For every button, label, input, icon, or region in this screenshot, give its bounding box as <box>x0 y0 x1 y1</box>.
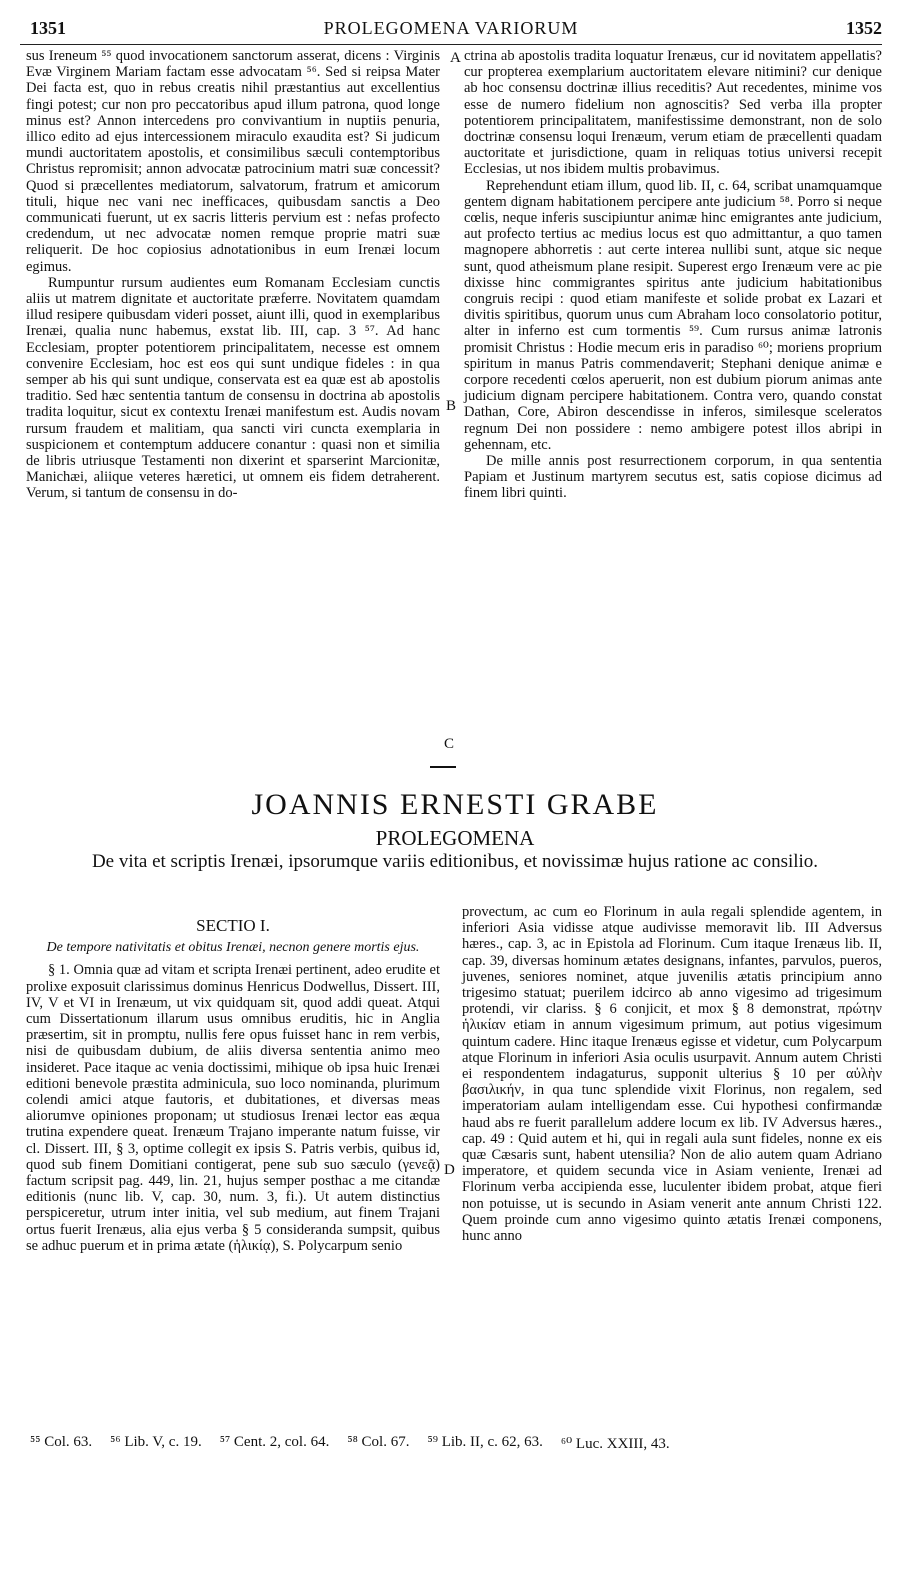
paragraph: § 1. Omnia quæ ad vitam et scripta Irenæi pertinent, adeo erudite et prolixe exposuit clarissimus dominus Henricus Dodwellus, Dissert. III, IV, V et VI in Irenæum, ut vix quidquam sit, quod addi queat. Atqui cum Dissertationum illarum usus omnibus eruditis, hic in Anglia præsertim, sit in promptu, nullis fere opus fuisset hanc in rem verbis, nisi de quibusdam dubium, de aliis diversa sententia animo meo insideret. Pace itaque ac venia doctissimi, mihique ob ipsa huic Irenæi editioni benevole præstita adminicula, suo loco nominanda, plurimum colendi amici atque fautoris, et dubitationes, et diversas meas aliorumve opiniones proponam; ut studiosus Irenæi lector eas æqua trutina expendere queat. Irenæum Trajano imperante natum fuisse, vir cl. Dissert. III, § 3, optime collegit ex ipsis S. Patris verbis, quibus id, quod sub finem Domitiani contigerat, pene sub suo sæculo (γενεᾷ) factum scripsit pag. 449, lin. 21, hujus semper posthac a me citandæ editionis (nunc lib. V, cap. 30, num. 3, fi.). Ut autem distinctius perspiceretur, utrum inter initia, vel sub medium, aut finem Trajani ortus fuerit Irenæus, alia ejus verba § 5 consideranda sumpsit, quibus se adhuc puerum et in prima ætate (ἡλικίᾳ), S. Polycarpum senio <box>26 962 440 1254</box>
bottom-right-column <box>462 904 882 1244</box>
page-number-right: 1352 <box>846 18 882 38</box>
footnotes <box>30 1434 880 1453</box>
footnote: ⁵⁶ Lib. V, c. 19. <box>110 1434 202 1450</box>
margin-marker-b: B <box>446 398 457 414</box>
paragraph: provectum, ac cum eo Florinum in aula regali splendide agentem, in inferiori Asia vidisse atque audivisse memoravit lib. III Adversus hæres., cap. 3, ac in Epistola ad Florinum. Cum itaque Irenæus lib. II, cap. 39, diversas hominum ætates designans, infantes, parvulos, pueros, juvenes, seniores nominet, atque juvenilis ætatis principium anno trigesimo statuat; puerilem idcirco ab anno vigesimo ad trigesimum protendi, vir clariss. § 6 conjicit, et mox § 8 demonstrat, πρώτην ἡλικίαν etiam in annum vigesimum primum, aut potius vigesimum quintum cadere. Hinc itaque Irenæus egisse et videtur, cum Polycarpum atque Florinum in inferiori Asia oculis usurpavit. Annum autem Christi ei respondentem indagaturus, supponit ulterius § 10 per αὐλὴν βασιλικήν, in qua tunc splendide vixit Florinus, non regalem, sed imperatoriam aulam intelligendam esse. Cui hypothesi confirmandæ haud abs re fuerit parallelum addere locum ex lib. IV Adversus hæres., cap. 49 : Quid autem et hi, qui in regali aula sunt fideles, nonne ex eis quæ Cæsaris sunt, habent utensilia? Non de alio autem quam Adriano imperatore, et quidem secunda vice in Asiam veniente, Irenæi ad Florinum verba accipienda esse, luculenter ibidem probat, atque fieri non potuisse, ut is secundo in Asiam venerit ante annum Christi 122. Quem proinde cum anno vigesimo quinto ætatis Irenæi componens, hunc anno <box>462 904 882 1245</box>
section-label: SECTIO I. <box>196 916 270 935</box>
section-divider <box>430 766 456 768</box>
description-title: De vita et scriptis Irenæi, ipsorumque variis editionibus, et novissimæ hujus ratione ac consilio. <box>91 851 819 872</box>
paragraph: De mille annis post resurrectionem corporum, in qua sententia Papiam et Justinum martyrem secutus est, satis copiose dicimus ad finem libri quinti. <box>464 453 882 502</box>
page-number-left: 1351 <box>30 18 66 38</box>
paragraph: Reprehendunt etiam illum, quod lib. II, c. 64, scribat unamquamque gentem dignam habitationem percipere ante judicium ⁵⁸. Porro si neque cœlis, neque inferis suscipiuntur animæ hinc emigrantes ante judicium, aut profecto tertius ac medius locus est quo admittantur, a quo tamen magnopere abhorretis : aut certe interea nullibi sunt, atque sic neque sunt, quod atheismum plane resipit. Superest ergo Irenæum vere ac pie dixisse hinc commigrantes spiritus ante judicium habitationibus congruis recipi : quod etiam manifeste et solide probat ex Lazari et divitis spiritibus, quorum unus cum Abraham loco consolatorio potitur, alter in inferno est cum tormentis ⁵⁹. Cum rursus animæ latronis promisit Christus : Hodie mecum eris in paradiso ⁶⁰; moriens proprium spiritum in manus Patris commendaverit; Stephani denique animæ e corpore recedenti cœlos aperuerit, non est dubium piorum animas ante judicium dignam percipere habitationem. Contra vero, quando constat Dathan, Core, Abiron descendisse in inferos, similesque sceleratos regnum Dei non possidere : nemo ambigere potest illos abripi in gehennam, etc. <box>464 177 882 453</box>
running-head-title: PROLEGOMENA VARIORUM <box>323 18 579 38</box>
paragraph: ctrina ab apostolis tradita loquatur Irenæus, cur id novitatem appellatis? cur propterea exemplarium auctoritatem elevare nitimini? cur denique ab hoc consensu doctrinæ illius receditis? Aut recedentes, minime vos esse de numero fidelium non agnoscitis? Sed verba illa propter potentiorem principalitatem, manifestissime demonstrant, non de solo doctrinæ consensu loqui Irenæum, verum etiam de præcellenti quadam auctoritate et jurisdictione, quam in reliquas totius universi recepit Ecclesias, ut nos ibidem multis probavimus. <box>464 48 882 178</box>
footnote: ⁶⁰ Luc. XXIII, 43. <box>560 1436 670 1452</box>
main-title: JOANNIS ERNESTI GRABE <box>251 788 659 821</box>
footnote: ⁵⁵ Col. 63. <box>30 1434 93 1450</box>
margin-marker-a: A <box>450 50 461 66</box>
margin-marker-d: D <box>444 1162 455 1178</box>
top-right-column <box>464 48 882 502</box>
footnote: ⁵⁷ Cent. 2, col. 64. <box>219 1434 330 1450</box>
paragraph: sus Ireneum ⁵⁵ quod invocationem sanctorum asserat, dicens : Virginis Evæ Virginem Mariam factam esse advocatam ⁵⁶. Sed si reipsa Mater Dei facta est, quo in rebus creatis nihil præstantius aut excellentius fingi potest; cur non pro peccatoribus apud illum patrona, quod longe minus est? Annon intercedens pro convivantium in nuptiis penuria, illico edito ad ejus intercessionem miraculo exaudita est? Si judicum mundi auctoritatem apostolis, et consimilibus sæculi contemptoribus Christus repromisit; annon advocatæ patrocinium matri suæ concessit? Quod si præcellentes mediatorum, salvatorum, fratrum et amicorum tituli, hique nec vani nec inefficaces, quibusdam sanctis a Deo communicati fuerunt, ut ex sacris litteris pervium est : nefas profecto credendum, ut nec advocatæ nomen remque proprie matri suæ reliquerit. De hoc copiosius adnotationibus in eum Irenæi locum egimus. <box>26 48 440 275</box>
margin-marker-c: C <box>444 736 455 752</box>
paragraph: Rumpuntur rursum audientes eum Romanam Ecclesiam cunctis aliis ut matrem dignitate et auctoritate præferre. Novitatem quamdam illud resipere quibusdam videri posset, aiunt illi, quod in exemplaribus Irenæi, qualia nunc habemus, exstat lib. III, cap. 3 ⁵⁷. Ad hanc Ecclesiam, propter potentiorem principalitatem, necesse est omnem convenire Ecclesiam, hoc est eos qui sunt undique fideles : in qua semper ab his qui sunt undique, conservata est ea quæ est ab apostolis traditio. Sed hæc sententia tantum de consensu in doctrina ab apostolis tradita loquitur, sicut ex contextu Irenæi manifestum est. Audis novam rursum fraudem et malitiam, qua sancti viri cuncta exemplaria in suspicionem et contemptum adducere conantur : quasi non et similia de libris utriusque Testamenti non dixerint et sparserint Marcionitæ, Manichæi, aliique veteres hæretici, ut omnem eis fidem detraherent. Verum, si tantum de consensu in do- <box>26 274 440 502</box>
footnote: ⁵⁹ Lib. II, c. 62, 63. <box>427 1434 543 1450</box>
top-left-column <box>26 48 440 502</box>
running-head <box>20 18 882 45</box>
section-title: De tempore nativitatis et obitus Irenæi, necnon genere mortis ejus. <box>46 940 420 956</box>
subtitle: PROLEGOMENA <box>375 826 535 850</box>
bottom-left-column <box>26 918 440 1254</box>
footnote: ⁵⁸ Col. 67. <box>347 1434 410 1450</box>
